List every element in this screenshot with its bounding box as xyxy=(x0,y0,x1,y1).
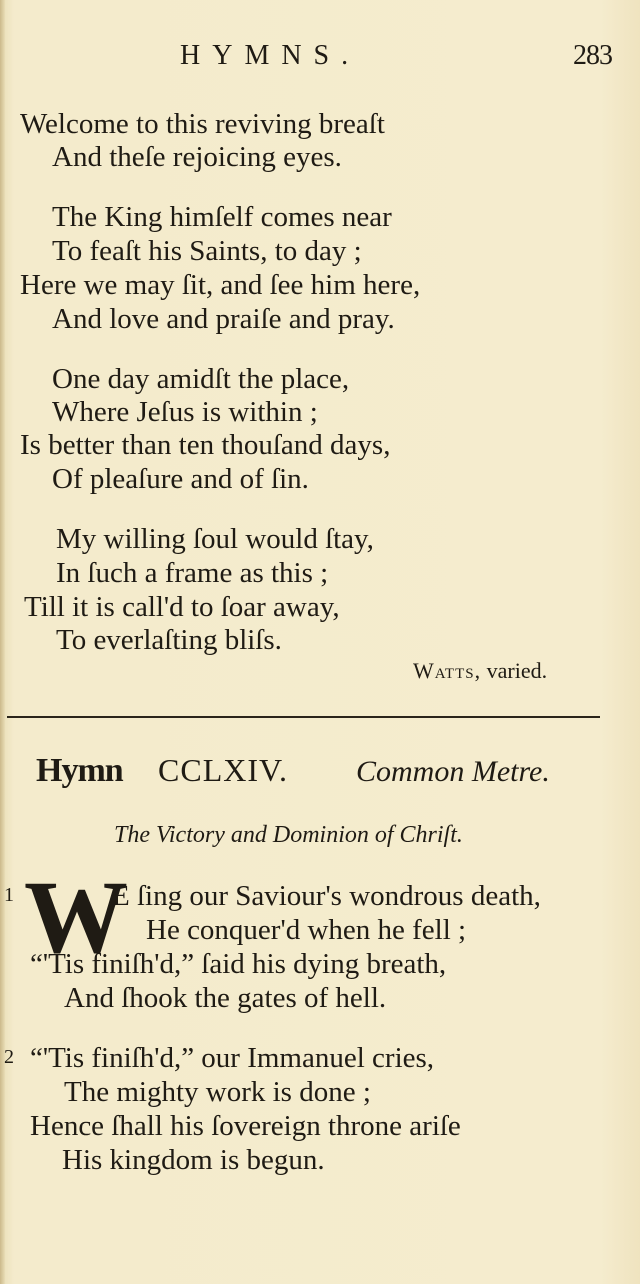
section-divider xyxy=(7,716,600,718)
verse-line: Welcome to this reviving breaſt xyxy=(20,108,385,140)
hymn-metre: Common Metre. xyxy=(356,755,550,788)
verse-line: “'Tis finiſh'd,” ſaid his dying breath, xyxy=(30,948,447,980)
hymn-heading xyxy=(36,752,616,796)
verse-line: Is better than ten thouſand days, xyxy=(20,429,391,461)
page-gutter xyxy=(0,0,5,1284)
verse-line: And ſhook the gates of hell. xyxy=(64,982,387,1014)
verse-line: And theſe rejoicing eyes. xyxy=(52,141,342,173)
verse-line: The King himſelf comes near xyxy=(52,201,392,233)
verse-line: And love and praiſe and pray. xyxy=(52,303,395,335)
verse-line: His kingdom is begun. xyxy=(62,1144,325,1176)
verse-line: Here we may ſit, and ſee him here, xyxy=(20,269,421,301)
verse-line: One day amidſt the place, xyxy=(52,363,350,395)
hymn-number: CCLXIV. xyxy=(158,752,288,788)
drop-cap: W xyxy=(24,860,128,975)
verse-line: Hence ſhall his ſovereign throne ariſe xyxy=(30,1110,461,1142)
verse-line: The mighty work is done ; xyxy=(64,1076,371,1108)
verse-number: 1 xyxy=(4,884,14,906)
page-number: 283 xyxy=(573,40,612,71)
verse-line: Till it is call'd to ſoar away, xyxy=(24,591,340,623)
attribution-author: Watts, xyxy=(413,658,482,683)
verse-line: In ſuch a frame as this ; xyxy=(56,557,329,589)
running-head: HYMNS. xyxy=(180,40,361,71)
hymn-subtitle: The Victory and Dominion of Chriſt. xyxy=(114,822,463,848)
verse-line: To everlaſting bliſs. xyxy=(56,624,282,656)
hymn-label: Hymn xyxy=(36,752,123,789)
verse-line: Where Jeſus is within ; xyxy=(52,396,318,428)
verse-line: “'Tis finiſh'd,” our Immanuel cries, xyxy=(30,1042,435,1074)
verse-line: To feaſt his Saints, to day ; xyxy=(52,235,362,267)
verse-line: My willing ſoul would ſtay, xyxy=(56,523,374,555)
page-header xyxy=(0,38,640,78)
verse-line: He conquer'd when he fell ; xyxy=(146,914,467,946)
attribution-note: varied. xyxy=(486,658,548,683)
attribution xyxy=(413,658,547,684)
verse-number: 2 xyxy=(4,1046,14,1068)
verse-line: E ſing our Saviour's wondrous death, xyxy=(112,880,541,912)
verse-line: Of pleaſure and of ſin. xyxy=(52,463,309,495)
